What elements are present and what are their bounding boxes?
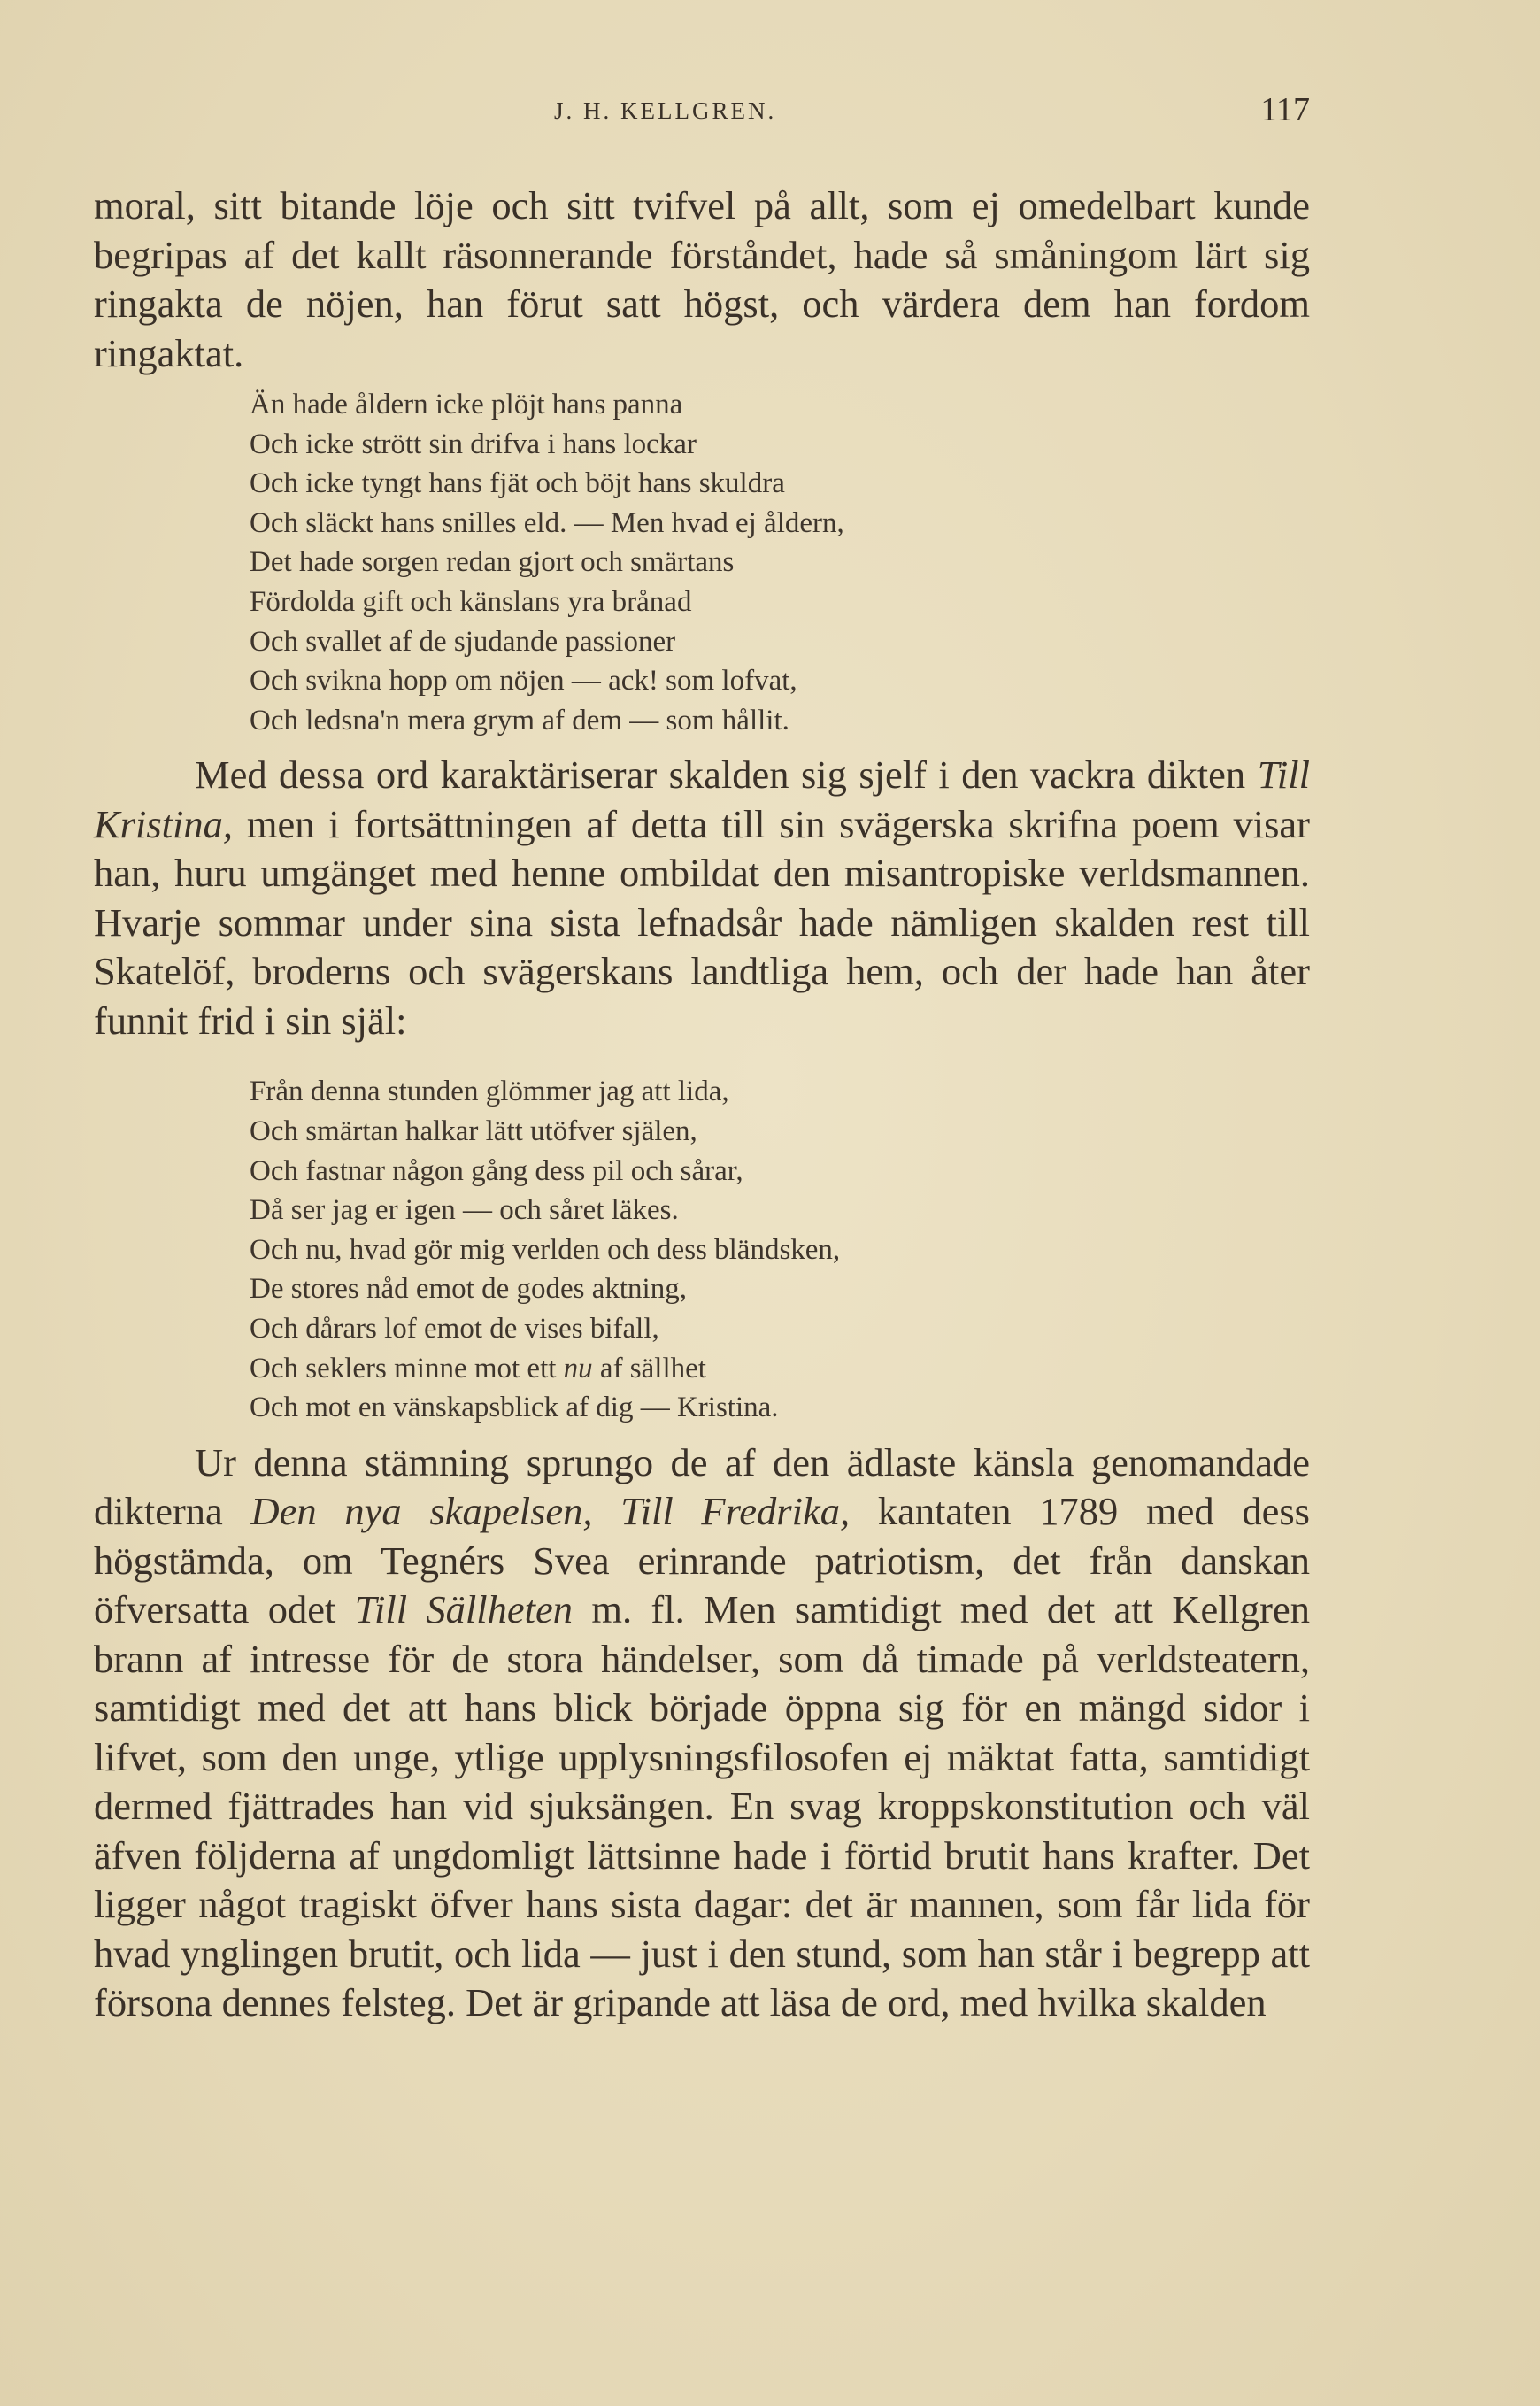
verse-line: De stores nåd emot de godes aktning, xyxy=(250,1273,687,1306)
paragraph-2-text-a: Med dessa ord karaktäriserar skalden sig sjelf i den vackra dikten xyxy=(195,752,1258,798)
poem-title-till-kristina: Till Kristina, xyxy=(94,752,1310,846)
verse-line: Och ledsna'n mera grym af dem — som hållit. xyxy=(250,704,789,736)
verse-block-1 xyxy=(250,385,1310,740)
verse-line: Och icke strött sin drifva i hans lockar xyxy=(250,428,697,460)
verse-line: Det hade sorgen redan gjort och smärtans xyxy=(250,546,735,579)
page-body xyxy=(94,181,1310,2028)
paragraph-2 xyxy=(94,751,1310,1045)
verse-text: af sällhet xyxy=(592,1352,706,1384)
poem-title-till-sallheten: Till Sällheten xyxy=(354,1587,574,1632)
verse-line: Och icke tyngt hans fjät och böjt hans skuldra xyxy=(250,467,785,500)
verse-line: Och smärtan halkar lätt utöfver själen, xyxy=(250,1114,697,1147)
verse-line: Och mot en vänskapsblick af dig — Kristina. xyxy=(250,1392,779,1424)
page-header xyxy=(94,89,1310,142)
verse-line: Och nu, hvad gör mig verlden och dess bländsken, xyxy=(250,1233,841,1266)
verse-line: Från denna stunden glömmer jag att lida, xyxy=(250,1076,729,1108)
verse-block-2 xyxy=(250,1072,1310,1427)
verse-line: Då ser jag er igen — och såret läkes. xyxy=(250,1194,679,1227)
poem-title-den-nya-skapelsen: Den nya skapelsen, xyxy=(250,1489,593,1534)
verse-line: Och svikna hopp om nöjen — ack! som lofvat, xyxy=(250,665,797,698)
verse-text: Och seklers minne mot ett xyxy=(250,1352,564,1384)
verse-line: Och släckt hans snilles eld. — Men hvad ej åldern, xyxy=(250,506,844,539)
verse-line xyxy=(250,1349,1310,1389)
paragraph-2-text-b: men i fortsättningen af detta till sin svägerska skrifna poem visar han, huru umgänget med henne ombildat den misantropiske verldsmannen. Hvarje sommar under sina sista lefnadsår hade nämligen skalden rest till Skatelöf, broderns och svägerskans landtliga hem, och der hade han åter funnit frid i sin själ: xyxy=(94,801,1310,1043)
paragraph-3-text-a: Ur denna stämning sprungo de af den ädlaste känsla genomandade dikterna xyxy=(94,1439,1310,1534)
paragraph-3-separator xyxy=(593,1489,621,1533)
verse-line: Och svallet af de sjudande passioner xyxy=(250,625,676,658)
page-number: 117 xyxy=(1260,91,1310,128)
verse-line: Och dårars lof emot de vises bifall, xyxy=(250,1312,659,1345)
poem-title-till-fredrika: Till Fredrika, xyxy=(620,1489,851,1534)
paragraph-3-text-b: kantaten 1789 med dess högstämda, om Tegnérs Svea erinrande patriotism, det från danskan öfversatta odet xyxy=(94,1489,1311,1632)
paragraph-1: moral, sitt bitande löje och sitt tvifvel på allt, som ej omedelbart kunde begripas af det kallt räsonnerande förståndet, hade så småningom lärt sig ringakta de nöjen, han förut satt högst, och värdera dem han fordom ringaktat. xyxy=(94,183,1310,375)
paragraph-3-text-c: m. fl. Men samtidigt med det att Kellgren brann af intresse för de stora händelser, som då timade på verldsteatern, samtidigt med det att hans blick började öppna sig för en mängd sidor i lifvet, som den unge, ytlige upplysningsfilosofen ej mäktat fatta, samtidigt dermed fjättrades han vid sjuksängen. En svag kroppskonstitution och väl äfven följderna af ungdomligt lättsinne hade i förtid brutit hans krafter. Det ligger något tragiskt öfver hans sista dagar: det är mannen, som får lida för hvad ynglingen brutit, och lida — just i den stund, som han står i begrepp att försona dennes felsteg. Det är gripande att läsa de ord, med hvilka skalden xyxy=(94,1587,1310,2025)
paragraph-3 xyxy=(94,1438,1310,2028)
verse-emphasis: nu xyxy=(563,1352,593,1384)
verse-line: Än hade åldern icke plöjt hans panna xyxy=(250,389,683,420)
verse-line: Fördolda gift och känslans yra brånad xyxy=(250,585,692,618)
verse-line: Och fastnar någon gång dess pil och sårar, xyxy=(250,1154,743,1187)
running-head: J. H. KELLGREN. xyxy=(554,97,777,124)
